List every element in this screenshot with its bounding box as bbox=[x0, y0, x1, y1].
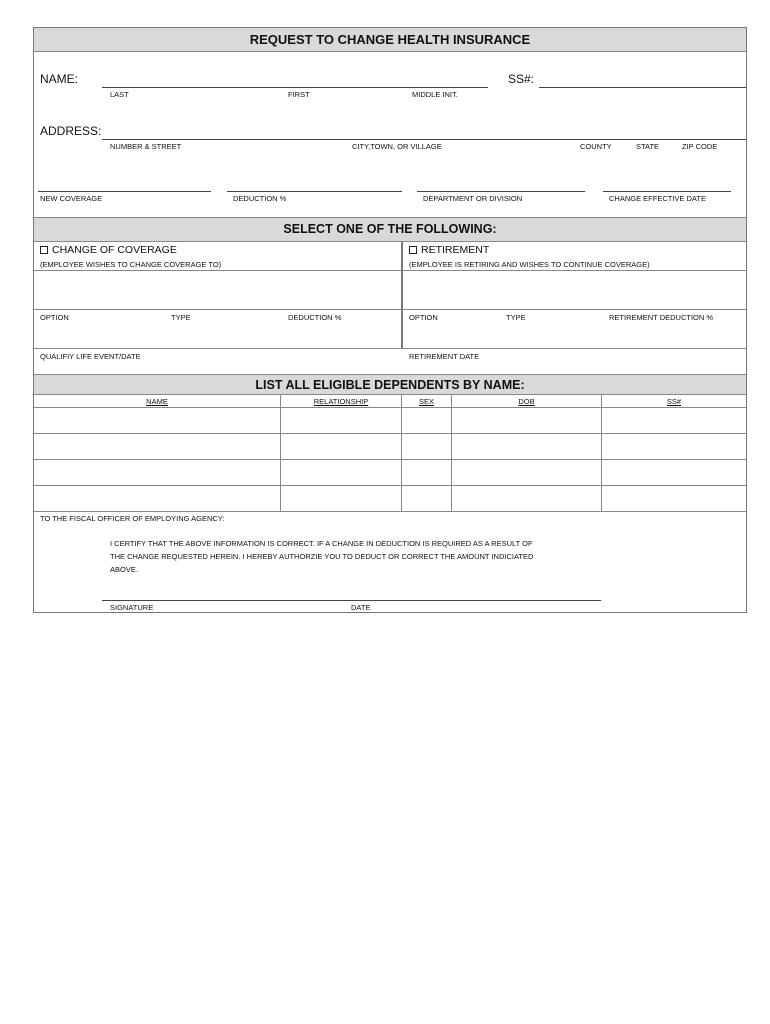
effective-date-caption: CHANGE EFFECTIVE DATE bbox=[609, 194, 706, 203]
qualify-life-event-caption: QUALIFIY LIFE EVENT/DATE bbox=[40, 352, 141, 361]
dependents-col-divider-1 bbox=[280, 395, 281, 511]
options-divider bbox=[401, 242, 403, 348]
dependents-col-ss: SS# bbox=[666, 397, 682, 406]
first-caption: FIRST bbox=[288, 90, 310, 99]
department-field[interactable] bbox=[417, 191, 585, 192]
dependents-row-2[interactable] bbox=[34, 459, 746, 460]
middle-initial-caption: MIDDLE INIT. bbox=[412, 90, 458, 99]
dependents-row-1[interactable] bbox=[34, 433, 746, 434]
date-caption: DATE bbox=[351, 603, 371, 612]
retirement-checkbox[interactable] bbox=[409, 246, 417, 254]
retirement-subtitle: (EMPLOYEE IS RETIRING AND WISHES TO CONTINUE COVERAGE) bbox=[409, 260, 650, 269]
right-type-caption: TYPE bbox=[506, 313, 526, 322]
name-field[interactable] bbox=[102, 87, 488, 88]
new-coverage-field[interactable] bbox=[38, 191, 211, 192]
dependents-row-4[interactable] bbox=[34, 511, 746, 512]
dependents-col-divider-3 bbox=[451, 395, 452, 511]
signature-field[interactable] bbox=[102, 600, 601, 601]
dependents-col-divider-4 bbox=[601, 395, 602, 511]
address-field[interactable] bbox=[102, 139, 746, 140]
dependents-col-divider-2 bbox=[401, 395, 402, 511]
right-option-caption: OPTION bbox=[409, 313, 438, 322]
retirement-date-caption: RETIREMENT DATE bbox=[409, 352, 480, 361]
dependents-col-name: NAME bbox=[146, 397, 168, 406]
certification-line-2: THE CHANGE REQUESTED HEREIN. I HEREBY AUTHORZIE YOU TO DEDUCT OR CORRECT THE AMOUNT INDICIATED bbox=[110, 552, 534, 561]
change-of-coverage-option[interactable] bbox=[40, 244, 177, 256]
change-of-coverage-label: CHANGE OF COVERAGE bbox=[52, 244, 177, 256]
dependents-col-dob: DOB bbox=[518, 397, 535, 406]
last-caption: LAST bbox=[110, 90, 129, 99]
left-deduction-caption: DEDUCTION % bbox=[288, 313, 342, 322]
health-insurance-form bbox=[33, 27, 747, 613]
change-of-coverage-checkbox[interactable] bbox=[40, 246, 48, 254]
department-caption: DEPARTMENT OR DIVISION bbox=[423, 194, 523, 203]
deduction-field[interactable] bbox=[227, 191, 402, 192]
option-divider-lower bbox=[34, 309, 746, 310]
ss-field[interactable] bbox=[539, 87, 746, 88]
change-of-coverage-subtitle: (EMPLOYEE WISHES TO CHANGE COVERAGE TO) bbox=[40, 260, 222, 269]
retirement-label: RETIREMENT bbox=[421, 244, 490, 256]
certification-line-3: ABOVE. bbox=[110, 565, 138, 574]
select-heading: SELECT ONE OF THE FOLLOWING: bbox=[34, 217, 746, 242]
left-type-caption: TYPE bbox=[171, 313, 191, 322]
retirement-deduction-caption: RETIREMENT DEDUCTION % bbox=[609, 313, 714, 322]
city-caption: CITY,TOWN, OR VILLAGE bbox=[352, 142, 442, 151]
option-divider-upper bbox=[34, 270, 746, 271]
certification-line-1: I CERTIFY THAT THE ABOVE INFORMATION IS CORRECT. IF A CHANGE IN DEDUCTION IS REQUIRED AS A RESULT OF bbox=[110, 539, 533, 548]
dependents-col-relationship: RELATIONSHIP bbox=[313, 397, 369, 406]
qualify-divider bbox=[34, 348, 746, 349]
signature-caption: SIGNATURE bbox=[110, 603, 154, 612]
dependents-row-3[interactable] bbox=[34, 485, 746, 486]
county-caption: COUNTY bbox=[580, 142, 612, 151]
dependents-heading: LIST ALL ELIGIBLE DEPENDENTS BY NAME: bbox=[34, 374, 746, 395]
dependents-header-rule bbox=[34, 407, 746, 408]
fiscal-officer-label: TO THE FISCAL OFFICER OF EMPLOYING AGENCY: bbox=[40, 514, 225, 523]
new-coverage-caption: NEW COVERAGE bbox=[40, 194, 103, 203]
state-caption: STATE bbox=[636, 142, 660, 151]
dependents-col-sex: SEX bbox=[418, 397, 434, 406]
form-title: REQUEST TO CHANGE HEALTH INSURANCE bbox=[34, 28, 746, 52]
street-caption: NUMBER & STREET bbox=[110, 142, 182, 151]
ss-label: SS#: bbox=[508, 72, 535, 86]
effective-date-field[interactable] bbox=[603, 191, 731, 192]
zip-caption: ZIP CODE bbox=[682, 142, 718, 151]
name-label: NAME: bbox=[40, 72, 79, 86]
retirement-option[interactable] bbox=[409, 244, 489, 256]
deduction-caption: DEDUCTION % bbox=[233, 194, 287, 203]
left-option-caption: OPTION bbox=[40, 313, 69, 322]
address-label: ADDRESS: bbox=[40, 124, 102, 138]
